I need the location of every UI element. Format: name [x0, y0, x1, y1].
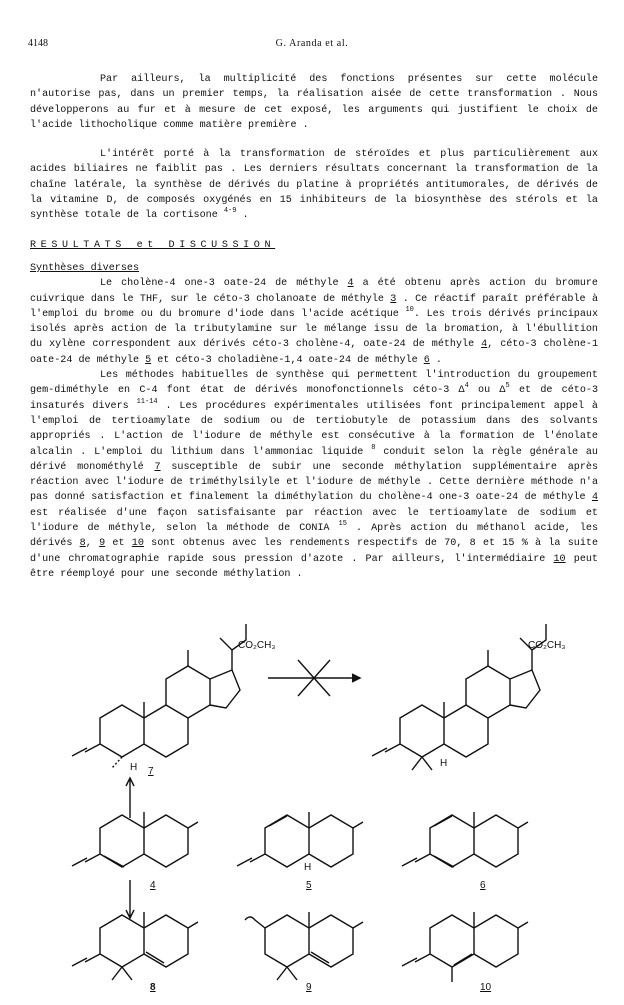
compound-label: 4 [150, 880, 156, 891]
compound-ref: 3 [390, 293, 397, 305]
p3-text-c: . Ce réactif paraît préférable à l'emploi du brome ou du bromure d'iode dans l'acide acétique [30, 293, 599, 320]
p4-text-h: . Après action du méthanol acide, les dérivés [30, 523, 598, 550]
h-label: H [304, 862, 312, 873]
compound-ref: 10 [553, 553, 566, 565]
compound-label: 9 [306, 982, 312, 993]
compound-ref: 4 [347, 278, 354, 290]
arrow-up [126, 778, 134, 818]
h-label: H [440, 758, 448, 769]
compound-label: 10 [480, 982, 492, 993]
p4-text-k: sont obtenus avec les rendements respectifs de 70, 8 et 15 % à la suite d'une chromatographie rapide sous pression d'azote . Par ailleurs, l'intermédiaire [30, 538, 599, 565]
delta-sup: 5 [505, 382, 510, 391]
p3-text-d: . Les trois dérivés principaux isolés après action de la tributylamine sur le mélange issu de la bromation, à l'ébullition du xylène correspondent aux dérivés céto-3 cholène-4, oate-24 de méthyle [30, 308, 599, 351]
paragraph-3 [30, 276, 598, 368]
compound-ref: 4 [591, 492, 598, 504]
steroid-structure-target [372, 624, 546, 770]
subsection-title: Synthèses diverses [30, 262, 140, 274]
paragraph-1: Par ailleurs, la multiplicité des fonctions présentes sur cette molécule n'autorise pas, dans un premier temps, la réalisation aisée de cette transformation . Nous développerons au fur et à mesure de cet exposé, les arguments qui justifient le choix de l'acide lithocholique comme matière première . [30, 74, 598, 131]
p3-text-g: . [435, 354, 442, 366]
ester-label: CO₂CH₃ [528, 640, 566, 651]
compound-ref: 10 [131, 538, 144, 550]
p4-text-e: conduit selon la règle générale au dérivé monométhylé [30, 446, 598, 473]
compound-label: 7 [148, 766, 154, 777]
p3-text-b: a été obtenu après action du bromure cuivrique dans le THF, sur le céto-3 cholanoate de méthyle [30, 278, 598, 305]
article-body [30, 72, 598, 582]
p4-text-j: et [112, 538, 125, 550]
ref-8: 8 [371, 443, 376, 452]
dienone-structure-6 [402, 812, 528, 867]
compound-ref: 6 [423, 354, 430, 366]
delta-sup: 4 [464, 382, 469, 391]
compound-ref: 5 [145, 354, 152, 366]
ref-4-9: 4-9 [223, 207, 237, 216]
methyl-enone-structure-10 [402, 912, 528, 982]
page-header [28, 38, 596, 52]
arrow-down [126, 880, 134, 918]
reaction-scheme [0, 598, 624, 998]
paragraph-2: L'intérêt porté à la transformation de stéroïdes et plus particulièrement aux acides biliaires ne faiblit pas . Les derniers résultats concernant la transformation de la chaîne latérale, la synthèse de dérivés du platine à propriétés antitumorales, de dérivés de la vitamine D, de composés oxygénés en 15 inhibiteurs de la biosynthèse des stérols et la synthèse totale de la cortisone $^{4-9}$ . [30, 149, 598, 222]
p4-text-d: . Les procédures expérimentales utilisées font principalement appel à l'emploi de tertioamylate de sodium ou de tertiobutyle de potassium dans des solvants appropriés . L'action de l'iodure de méthyle est consécutive à la formation de l'énolate alcalin . L'emploi du lithium dans l'ammoniac liquide [30, 400, 598, 458]
p3-text-e: , céto-3 cholène-1 oate-24 de méthyle [30, 339, 599, 366]
p4-text-c: et de céto-3 insaturés divers [30, 385, 599, 412]
p4-text-f: susceptible de subir une seconde méthylation supplémentaire après réaction avec l'iodure de triméthylsilyle et l'iodure de méthyle . Cette dernière méthode n'a pas donné satisfaction et finalement la diméthylation du cholène-4 one-3 oate-24 de méthyle [30, 461, 598, 504]
compound-label: 5 [306, 880, 312, 891]
p4-text-l: peut être réemployé pour une seconde méthylation . [30, 553, 598, 580]
dimethyl-structure-8 [72, 912, 198, 980]
p4-text-a: Les méthodes habituelles de synthèse qui permettent l'introduction du groupement gem-diméthyle en C-4 font état de dérivés monofonctionnels céto-3 Δ [30, 370, 598, 397]
p3-text-a: Le cholène-4 one-3 oate-24 de méthyle [100, 278, 339, 290]
ref-10: 10 [405, 305, 414, 314]
p4-text-i: , [85, 538, 92, 550]
compound-label: 8 [150, 982, 156, 993]
paragraph-4 [30, 368, 598, 582]
ester-label: CO₂CH₃ [238, 640, 276, 651]
enone-structure-4 [72, 812, 198, 867]
section-title: RESULTATS et DISCUSSION [30, 239, 276, 251]
steroid-structure-7 [72, 624, 246, 768]
blocked-reaction-arrow [268, 660, 360, 696]
page-number: 4148 [28, 38, 48, 49]
ref-11-14: 11-14 [136, 397, 158, 406]
compound-ref: 7 [154, 461, 161, 473]
h-label: H [130, 762, 138, 773]
compound-label: 6 [480, 880, 486, 891]
p4-text-b: ou Δ [478, 385, 506, 397]
compound-ref: 9 [99, 538, 106, 550]
enone-structure-5 [237, 812, 363, 867]
p3-text-f: et céto-3 choladiène-1,4 oate-24 de méthyle [157, 354, 418, 366]
compound-ref: 8 [79, 538, 86, 550]
running-authors: G. Aranda et al. [275, 38, 349, 49]
compound-ref: 4 [481, 339, 488, 351]
paragraph-2-text: L'intérêt porté à la transformation de stéroïdes et plus particulièrement aux acides biliaires ne faiblit pas . Les derniers résultats concernant la transformation de la chaîne latérale, la synthèse de dérivés du platine à propriétés antitumorales, de dérivés de la vitamine D, de composés oxygénés en 15 inhibiteurs de la biosynthèse des stérols et la synthèse totale de la cortisone [30, 149, 598, 222]
dimethyl-structure-9 [245, 912, 363, 980]
p4-text-g: est réalisée d'une façon satisfaisante par réaction avec le tertioamylate de sodium et l'iodure de méthyle, selon la méthode de CONIA [30, 507, 598, 535]
ref-15: 15 [338, 520, 347, 529]
